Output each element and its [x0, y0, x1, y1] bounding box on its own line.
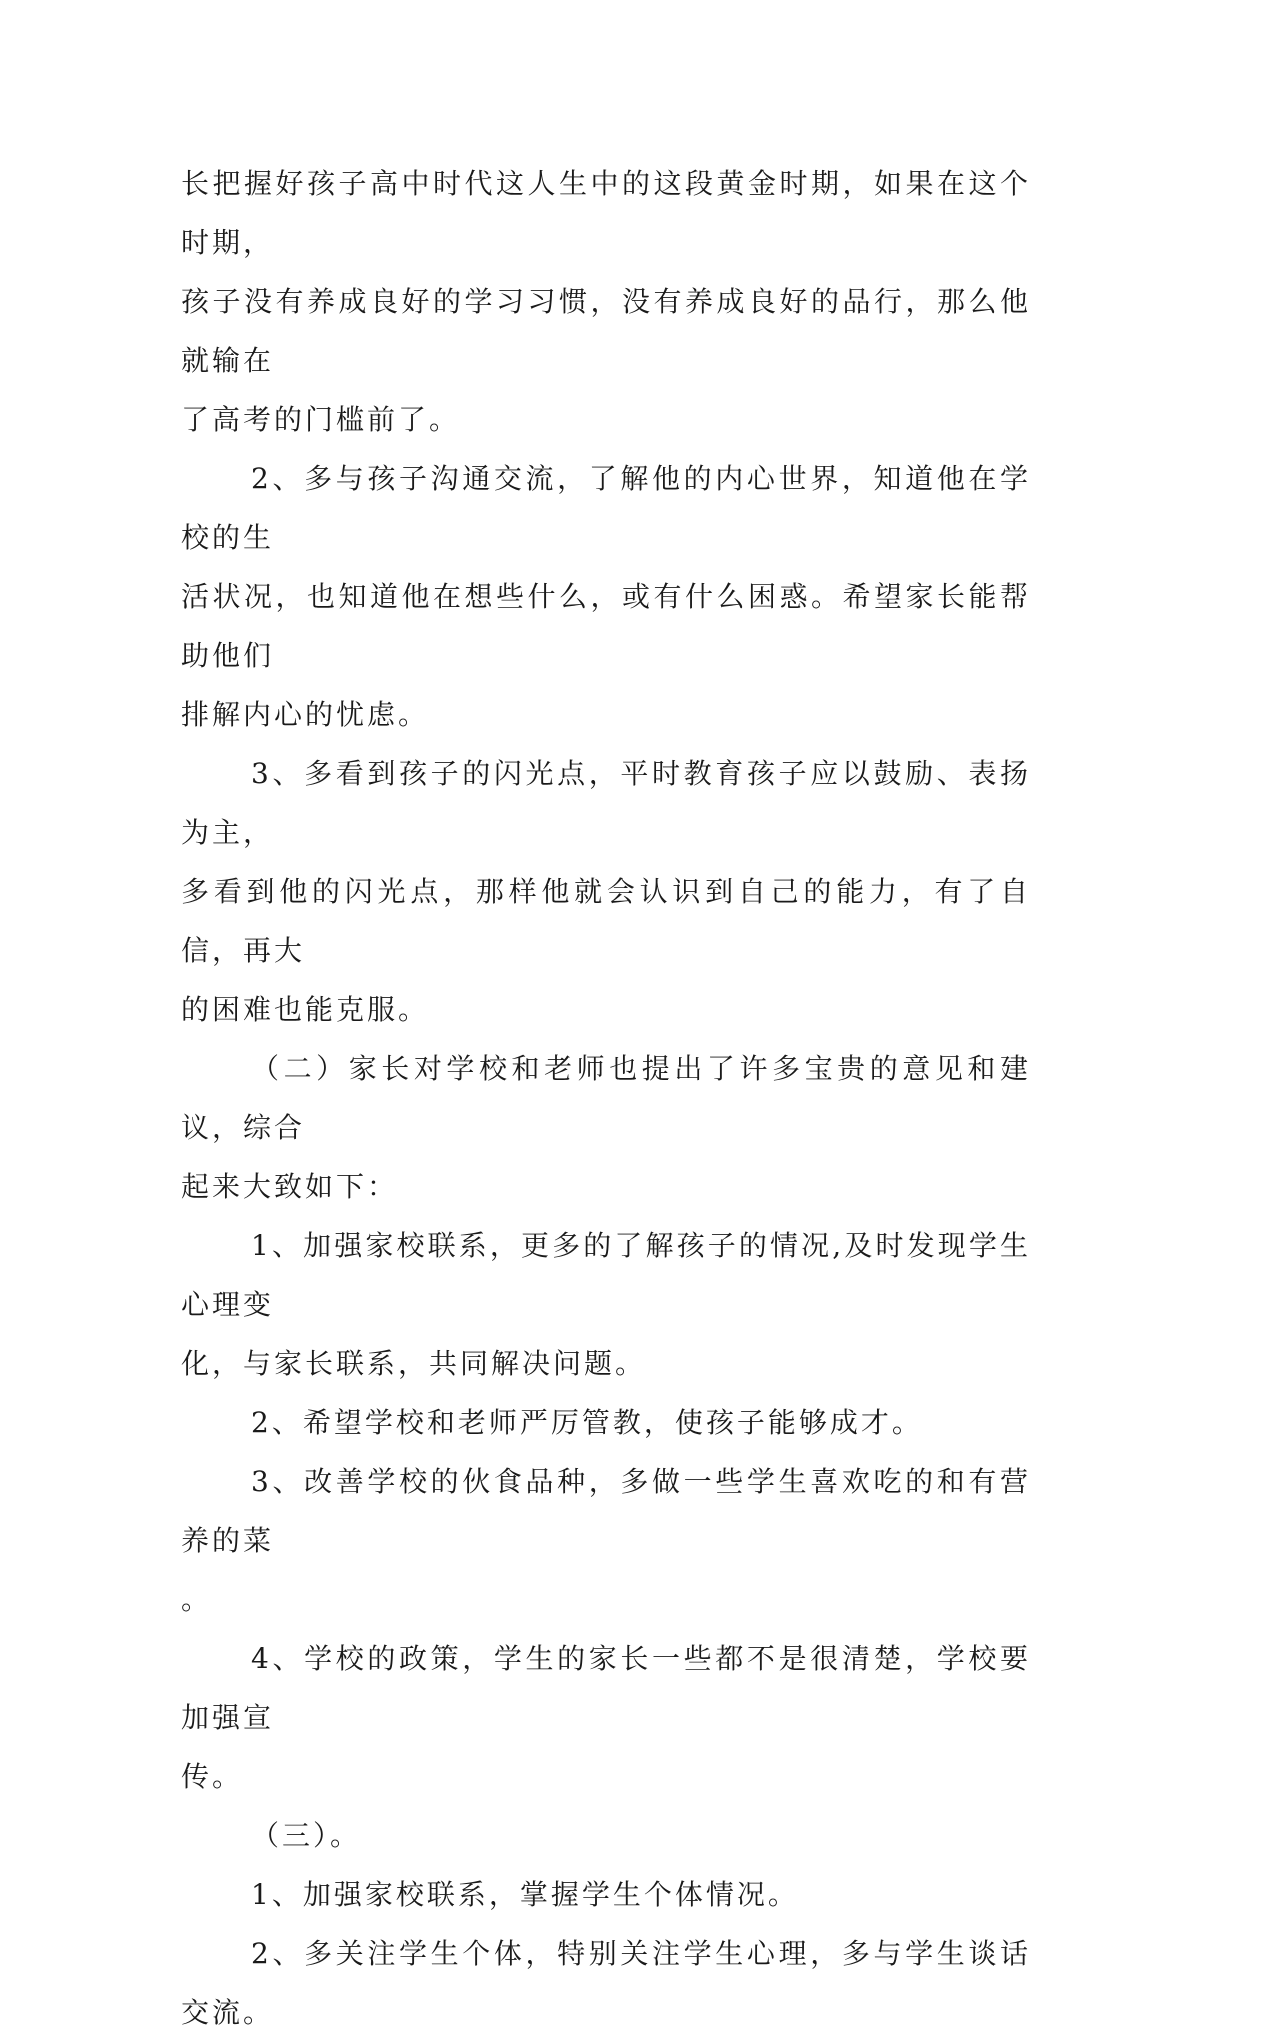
paragraph-suggestion-2 [181, 1393, 1031, 1452]
text-line: 活状况，也知道他在想些什么，或有什么困惑。希望家长能帮助他们 [181, 580, 1031, 672]
text-line: 孩子没有养成良好的学习习惯，没有养成良好的品行，那么他就输在 [181, 285, 1031, 377]
paragraph-measure-2 [181, 1924, 1031, 2042]
text-line: 多看到他的闪光点，那样他就会认识到自己的能力，有了自信，再大 [181, 875, 1031, 967]
paragraph-suggestion-4 [181, 1629, 1031, 1806]
paragraph-suggestion-3 [181, 1452, 1031, 1629]
paragraph-section-3 [181, 1806, 1031, 1865]
paragraph-section-2 [181, 1039, 1031, 1216]
text-line: 2、多与孩子沟通交流，了解他的内心世界，知道他在学校的生 [181, 462, 1031, 554]
paragraph-continuation [181, 154, 1031, 449]
text-line: 3、改善学校的伙食品种，多做一些学生喜欢吃的和有营养的菜 [181, 1465, 1031, 1557]
text-line: 化，与家长联系，共同解决问题。 [181, 1347, 647, 1380]
text-line: 2、希望学校和老师严厉管教，使孩子能够成才。 [251, 1406, 923, 1439]
text-line: 1、加强家校联系，更多的了解孩子的情况,及时发现学生心理变 [181, 1229, 1031, 1321]
text-line: 传。 [181, 1760, 244, 1793]
text-line: （二）家长对学校和老师也提出了许多宝贵的意见和建议，综合 [181, 1052, 1031, 1144]
paragraph-item-3 [181, 744, 1031, 1039]
text-line: 起来大致如下： [181, 1170, 399, 1203]
text-line: 2、多关注学生个体，特别关注学生心理，多与学生谈话交流。 [181, 1937, 1031, 2029]
text-line: 排解内心的忧虑。 [181, 698, 430, 731]
text-line: 3、多看到孩子的闪光点，平时教育孩子应以鼓励、表扬为主， [181, 757, 1031, 849]
paragraph-measure-1 [181, 1865, 1031, 1924]
text-line: 长把握好孩子高中时代这人生中的这段黄金时期，如果在这个时期， [181, 167, 1031, 259]
text-line: （三）。 [251, 1819, 362, 1852]
paragraph-suggestion-1 [181, 1216, 1031, 1393]
text-line: 。 [181, 1583, 213, 1616]
paragraph-item-2 [181, 449, 1031, 744]
document-body [181, 154, 1031, 2042]
text-line: 的困难也能克服。 [181, 993, 430, 1026]
text-line: 1、加强家校联系，掌握学生个体情况。 [251, 1878, 799, 1911]
text-line: 了高考的门槛前了。 [181, 403, 461, 436]
text-line: 4、学校的政策，学生的家长一些都不是很清楚，学校要加强宣 [181, 1642, 1031, 1734]
